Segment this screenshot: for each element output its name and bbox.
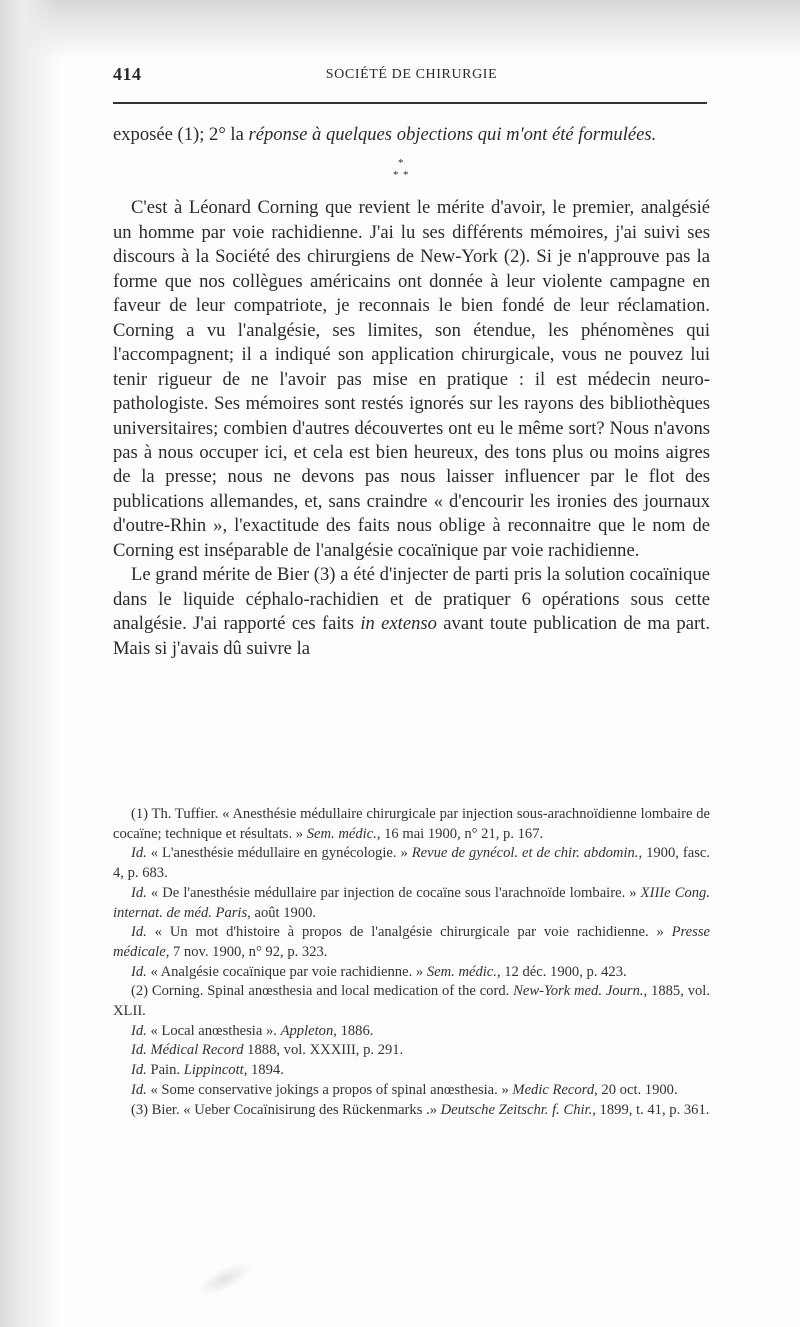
footnote-entry <box>113 884 710 923</box>
citation-text: « De l'anesthésie médullaire par injection de cocaïne sous l'arachnoïde lombaire. » <box>146 884 641 901</box>
citation-text: « Some conservative jokings a propos of spinal anœsthesia. » <box>146 1081 513 1098</box>
citation-text: (2) Corning. Spinal anœsthesia and local medication of the cord. <box>131 983 514 1000</box>
asterisk-icon: * <box>398 157 404 170</box>
asterisk-icon: * <box>403 169 409 182</box>
citation-italic: Id. <box>131 1081 147 1098</box>
citation-text: , 7 nov. 1900, n° 92, p. 323. <box>165 943 328 960</box>
citation-italic: Revue de gynécol. et de chir. abdomin. <box>411 845 639 862</box>
citation-text: , 20 oct. 1900. <box>594 1081 678 1098</box>
footnote-entry <box>113 1061 710 1081</box>
citation-text: « Un mot d'histoire à propos de l'analgésie chirurgicale par voie rachidienne. » <box>146 924 672 941</box>
scan-smudge <box>193 1256 257 1301</box>
footnote-entry <box>113 923 710 962</box>
citation-text: , 12 déc. 1900, p. 423. <box>496 963 627 980</box>
intro-italic-text: réponse à quelques objections qui m'ont été formulées. <box>248 124 657 145</box>
citation-italic: Lippincott <box>183 1062 244 1079</box>
main-text <box>113 123 710 661</box>
footnote-entry <box>113 963 710 983</box>
paragraph-bier <box>113 563 710 661</box>
citation-italic: Id. <box>131 1022 147 1039</box>
citation-text: , août 1900. <box>247 904 317 921</box>
footnote-entry <box>113 1081 710 1101</box>
citation-italic: Presse médicale <box>113 924 710 960</box>
scan-edge-top <box>0 0 800 60</box>
paragraph-corning: C'est à Léonard Corning que revient le mérite d'avoir, le premier, analgésié un homme par voie rachidienne. J'ai lu ses différents mémoires, j'ai suivi ses discours à la Société des chirurgiens de New-York (2). Si je n'approuve pas la forme que nos collègues américains ont donnée à leur violente campagne en faveur de leur compatriote, je reconnais le bien fondé de leur réclamation. Corning a vu l'analgésie, ses limites, son étendue, les phénomènes qui l'accompagnent; il a indiqué son application chirurgicale, vous ne pouvez lui tenir rigueur de ne l'avoir pas mise en pratique : il est médecin neuro-pathologiste. Ses mémoires sont restés ignorés sur les rayons des bibliothèques universitaires; combien d'autres découvertes ont eu le même sort? Nous n'avons pas à nous occuper ici, et cela est bien heureux, des tons plus ou moins aigres de la presse; nous ne devons pas nous laisser influencer par le flot des publications allemandes, et, sans craindre « d'encourir les ironies des journaux d'outre-Rhin », l'exactitude des faits nous oblige à reconnaitre que le nom de Corning est inséparable de l'analgésie cocaïnique par voie rachidienne. <box>113 197 710 561</box>
scan-edge-left <box>0 0 60 1327</box>
footnote-entry <box>113 844 710 883</box>
footnote-entry <box>113 805 710 844</box>
paragraph-text: avant toute publication de ma part. Mais si j'avais dû suivre la <box>113 613 710 659</box>
citation-italic: Id. Médical Record <box>131 1042 244 1059</box>
intro-paragraph <box>113 123 710 147</box>
citation-text: , 1885, vol. XLII. <box>113 983 711 1020</box>
citation-text: , 1900, fasc. 4, p. 683. <box>113 845 710 882</box>
running-head <box>113 64 710 86</box>
citation-italic: New-York med. Journ. <box>513 983 644 1000</box>
citation-italic: Id. <box>131 1062 147 1079</box>
footnote-entry <box>113 1041 710 1061</box>
citation-text: (1) Th. Tuffier. « Anesthésie médullaire chirurgicale par injection sous-arachnoïdienne lombaire de cocaïne; technique et résultats. » <box>113 806 710 842</box>
citation-italic: Appleton <box>280 1022 334 1039</box>
citation-italic: Id. <box>131 845 147 862</box>
citation-text: 1888, vol. XXXIII, p. 291. <box>243 1042 404 1059</box>
asterism-divider <box>113 147 710 196</box>
footnote-entry <box>113 982 710 1021</box>
asterisk-icon: * <box>393 169 399 182</box>
citation-text: « L'anesthésie médullaire en gynécologie. » <box>146 845 412 862</box>
citation-text: , 16 mai 1900, n° 21, p. 167. <box>376 825 544 842</box>
footnote-entry <box>113 1101 710 1121</box>
citation-italic: XIIIe Cong. internat. de méd. Paris <box>113 884 710 921</box>
citation-text: « Local anœsthesia ». <box>146 1022 281 1039</box>
citation-text: « Analgésie cocaïnique par voie rachidienne. » <box>146 963 427 980</box>
citation-italic: Medic Record <box>512 1081 595 1098</box>
citation-italic: Sem. médic. <box>426 963 497 980</box>
citation-text: , 1886. <box>333 1022 374 1039</box>
citation-italic: Sem. médic. <box>306 825 377 842</box>
citation-italic: Deutsche Zeitschr. f. Chir. <box>440 1101 593 1118</box>
citation-italic: Id. <box>131 963 147 980</box>
citation-text: (3) Bier. « Ueber Cocaïnisirung des Rückenmarks .» <box>131 1101 441 1118</box>
citation-italic: Id. <box>131 924 147 941</box>
page-number: 414 <box>113 64 142 84</box>
footnotes <box>113 805 710 1120</box>
paragraph-text: Le grand mérite de Bier (3) a été d'injecter de parti pris la solution cocaïnique dans le liquide céphalo-rachidien et de pratiquer 6 opérations sous cette analgésie. J'ai rapporté ces faits <box>113 564 710 635</box>
header-rule <box>113 102 707 104</box>
intro-text: exposée (1); 2° la <box>113 124 249 145</box>
journal-title: SOCIÉTÉ DE CHIRURGIE <box>325 67 498 82</box>
citation-text: Pain. <box>146 1062 184 1079</box>
citation-italic: Id. <box>131 884 147 901</box>
citation-text: , 1899, t. 41, p. 361. <box>592 1101 710 1118</box>
footnote-entry <box>113 1022 710 1042</box>
italic-phrase: in extenso <box>360 613 437 635</box>
citation-text: , 1894. <box>243 1062 284 1079</box>
